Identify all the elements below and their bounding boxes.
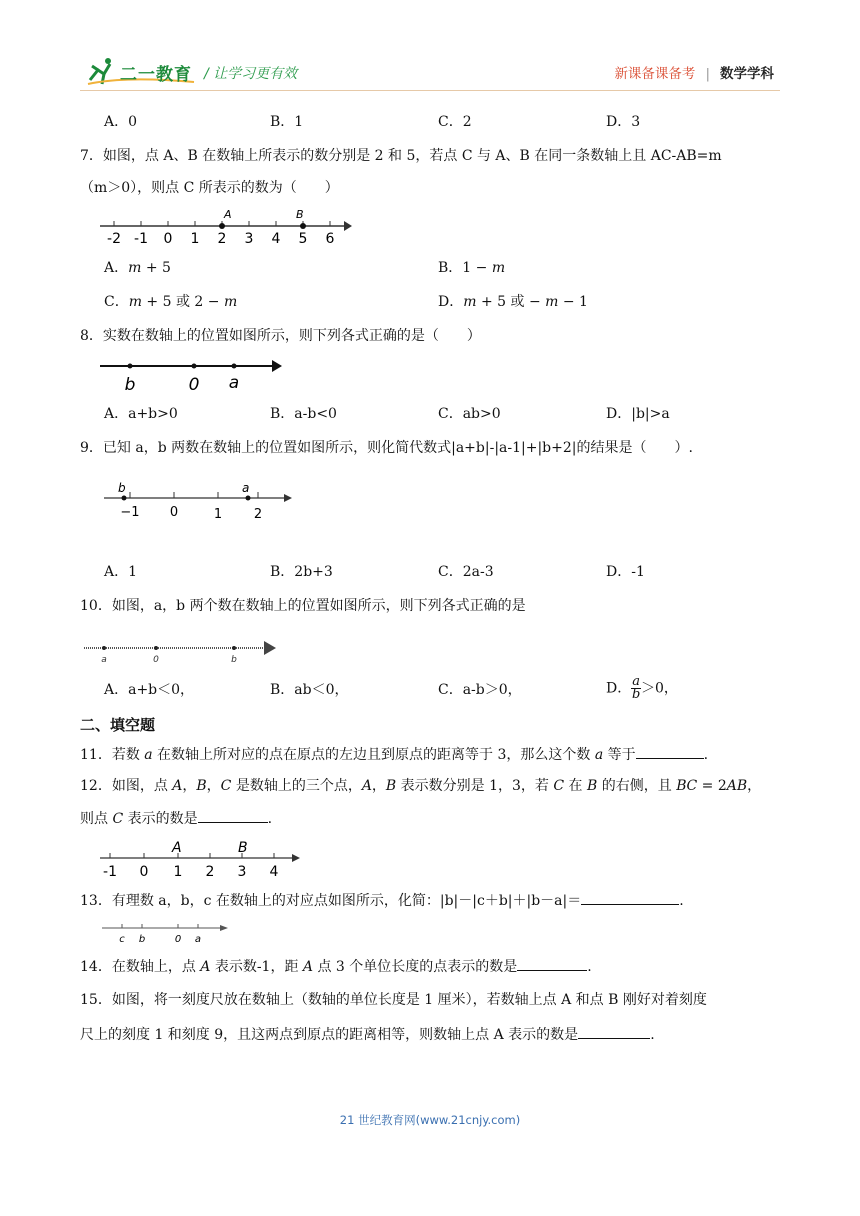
answer-blank <box>636 744 704 759</box>
page-footer: 21 世纪教育网(www.21cnjy.com) <box>339 1113 521 1127</box>
q12-tick-label: 1 <box>173 864 183 880</box>
q7-tick-label: 6 <box>325 231 335 246</box>
q7-tick-label: 1 <box>190 231 200 246</box>
q9-tick-label: 2 <box>253 507 263 522</box>
answer-blank <box>517 956 587 971</box>
q13-label-a: a <box>194 934 202 945</box>
q8-option-a: A．a+b>0 <box>104 406 178 422</box>
q13-period: . <box>679 893 684 909</box>
q7-option-d: D．𝑚 + 5 或 − 𝑚 − 1 <box>438 294 588 310</box>
q7-tick-label: 0 <box>163 231 173 246</box>
q10-fraction-numerator: a <box>632 674 640 689</box>
q9-label-a: a <box>242 481 250 495</box>
q7-point-a-label: A <box>224 208 232 221</box>
q12-stem-line1: 12．如图，点 𝐴，𝐵，𝐶 是数轴上的三个点，𝐴，𝐵 表示数分别是 1，3，若 𝐶 在 𝐵 的右侧，且 𝐵𝐶 = 2𝐴𝐵， <box>80 778 762 794</box>
q12-point-a-label: A <box>172 840 182 856</box>
q6-option-d: D．3 <box>606 114 641 130</box>
q13-number-line <box>100 920 230 946</box>
q12-tick-label: 0 <box>139 864 149 880</box>
q15-period: . <box>650 1027 655 1043</box>
header-subject <box>614 62 774 82</box>
q9-option-d: D．-1 <box>606 564 645 580</box>
q15-stem-line2 <box>80 1024 655 1045</box>
q10-label-zero: 0 <box>153 655 159 665</box>
q12-point-b-label: B <box>238 840 248 856</box>
q12-period: . <box>267 811 273 827</box>
q7-tick-label: 2 <box>217 231 227 246</box>
q13-stem <box>80 890 684 911</box>
q10-option-b: B．ab＜0， <box>270 682 349 698</box>
q8-option-b: B．a-b<0 <box>270 406 337 422</box>
q6-option-b: B．1 <box>270 114 304 130</box>
q8-label-a: a <box>228 373 240 393</box>
q9-option-b: B．2b+3 <box>270 564 333 580</box>
q10-label-b: b <box>231 655 237 665</box>
q7-option-b: B．1 − 𝑚 <box>438 260 506 276</box>
q13-label-b: b <box>138 934 146 945</box>
q11-period: . <box>703 747 709 763</box>
page-header <box>0 0 860 100</box>
q10-option-d <box>606 676 678 701</box>
q9-label-b: b <box>118 481 126 495</box>
q12-tick-label: 3 <box>237 864 247 880</box>
q8-option-d: D．|b|>a <box>606 406 670 422</box>
q10-option-d-suffix: ＞0， <box>641 680 678 697</box>
q7-option-c: C．𝑚 + 5 或 2 − 𝑚 <box>104 294 238 310</box>
q7-point-b-label: B <box>296 208 304 221</box>
q8-stem: 8．实数在数轴上的位置如图所示，则下列各式正确的是（ ） <box>80 328 481 344</box>
q13-label-zero: 0 <box>174 934 182 945</box>
q7-tick-label: -1 <box>134 231 148 246</box>
q12-number-line <box>98 836 304 880</box>
q8-number-line <box>96 354 286 396</box>
q10-fraction <box>631 676 641 701</box>
brand-name: 二一教育 <box>120 65 192 85</box>
answer-blank <box>198 808 268 823</box>
section-heading: 二、填空题 <box>80 716 156 734</box>
q15-stem-line1: 15．如图，将一刻度尺放在数轴上（数轴的单位长度是 1 厘米），若数轴上点 A 和点 B 刚好对着刻度 <box>80 992 707 1008</box>
q11-stem <box>80 744 708 765</box>
q6-option-c: C．2 <box>438 114 472 130</box>
q10-number-line <box>82 636 282 666</box>
q10-option-c: C．a-b＞0， <box>438 682 522 698</box>
q7-tick-label: 3 <box>244 231 254 246</box>
q13-text: 13．有理数 a，b，c 在数轴上的对应点如图所示，化简：|b|－|c＋b|＋|b－a|＝ <box>80 893 582 909</box>
q7-number-line <box>96 206 356 246</box>
q7-tick-label: -2 <box>107 231 121 246</box>
q12-tick-label: -1 <box>103 864 117 880</box>
header-tagline: 新课备课备考 <box>614 66 696 82</box>
q15-text: 尺上的刻度 1 和刻度 9，且这两点到原点的距离相等，则数轴上点 A 表示的数是 <box>80 1027 579 1043</box>
header-separator: | <box>705 66 710 82</box>
q14-period: . <box>587 959 592 975</box>
q8-option-c: C．ab>0 <box>438 406 501 422</box>
q9-tick-label: 0 <box>169 505 179 520</box>
q11-text: 11．若数 𝑎 在数轴上所对应的点在原点的左边且到原点的距离等于 3，那么这个数 𝑎 等于 <box>80 747 636 763</box>
q10-label-a: a <box>101 655 107 665</box>
q13-label-c: c <box>119 934 125 945</box>
answer-blank <box>581 890 679 905</box>
slogan: / 让学习更有效 <box>204 66 298 82</box>
q12-text: 则点 𝐶 表示的数是 <box>80 811 198 827</box>
q7-stem-line2: （m＞0），则点 C 所表示的数为（ ） <box>80 180 339 196</box>
q9-tick-label: −1 <box>120 505 140 520</box>
q12-tick-label: 2 <box>205 864 215 880</box>
q10-fraction-denominator: b <box>631 687 641 702</box>
q9-stem: 9．已知 a，b 两数在数轴上的位置如图所示，则化简代数式|a+b|-|a-1|+|b+2|的结果是（ ）. <box>80 440 693 456</box>
q12-stem-line2 <box>80 808 272 829</box>
header-rule <box>80 90 780 91</box>
q8-label-b: b <box>124 375 136 395</box>
q12-tick-label: 4 <box>269 864 279 880</box>
q14-stem <box>80 956 592 977</box>
q14-text: 14．在数轴上，点 𝐴 表示数-1，距 𝐴 点 3 个单位长度的点表示的数是 <box>80 959 518 975</box>
q10-option-a: A．a+b＜0， <box>104 682 195 698</box>
q9-option-a: A．1 <box>104 564 138 580</box>
q6-option-a: A．0 <box>104 114 138 130</box>
q9-tick-label: 1 <box>213 507 223 522</box>
q10-option-d-prefix: D． <box>606 680 632 697</box>
q7-stem-line1: 7．如图，点 A、B 在数轴上所表示的数分别是 2 和 5，若点 C 与 A、B 在同一条数轴上且 AC-AB=m <box>80 148 722 164</box>
answer-blank <box>578 1024 650 1039</box>
q7-tick-label: 5 <box>298 231 308 246</box>
header-subject-name: 数学学科 <box>720 66 774 82</box>
q7-option-a: A．𝑚 + 5 <box>104 260 171 276</box>
q9-option-c: C．2a-3 <box>438 564 494 580</box>
q9-number-line <box>100 478 296 522</box>
q8-label-zero: 0 <box>188 375 200 395</box>
q7-tick-label: 4 <box>271 231 281 246</box>
q10-stem: 10．如图，a，b 两个数在数轴上的位置如图所示，则下列各式正确的是 <box>80 598 526 614</box>
